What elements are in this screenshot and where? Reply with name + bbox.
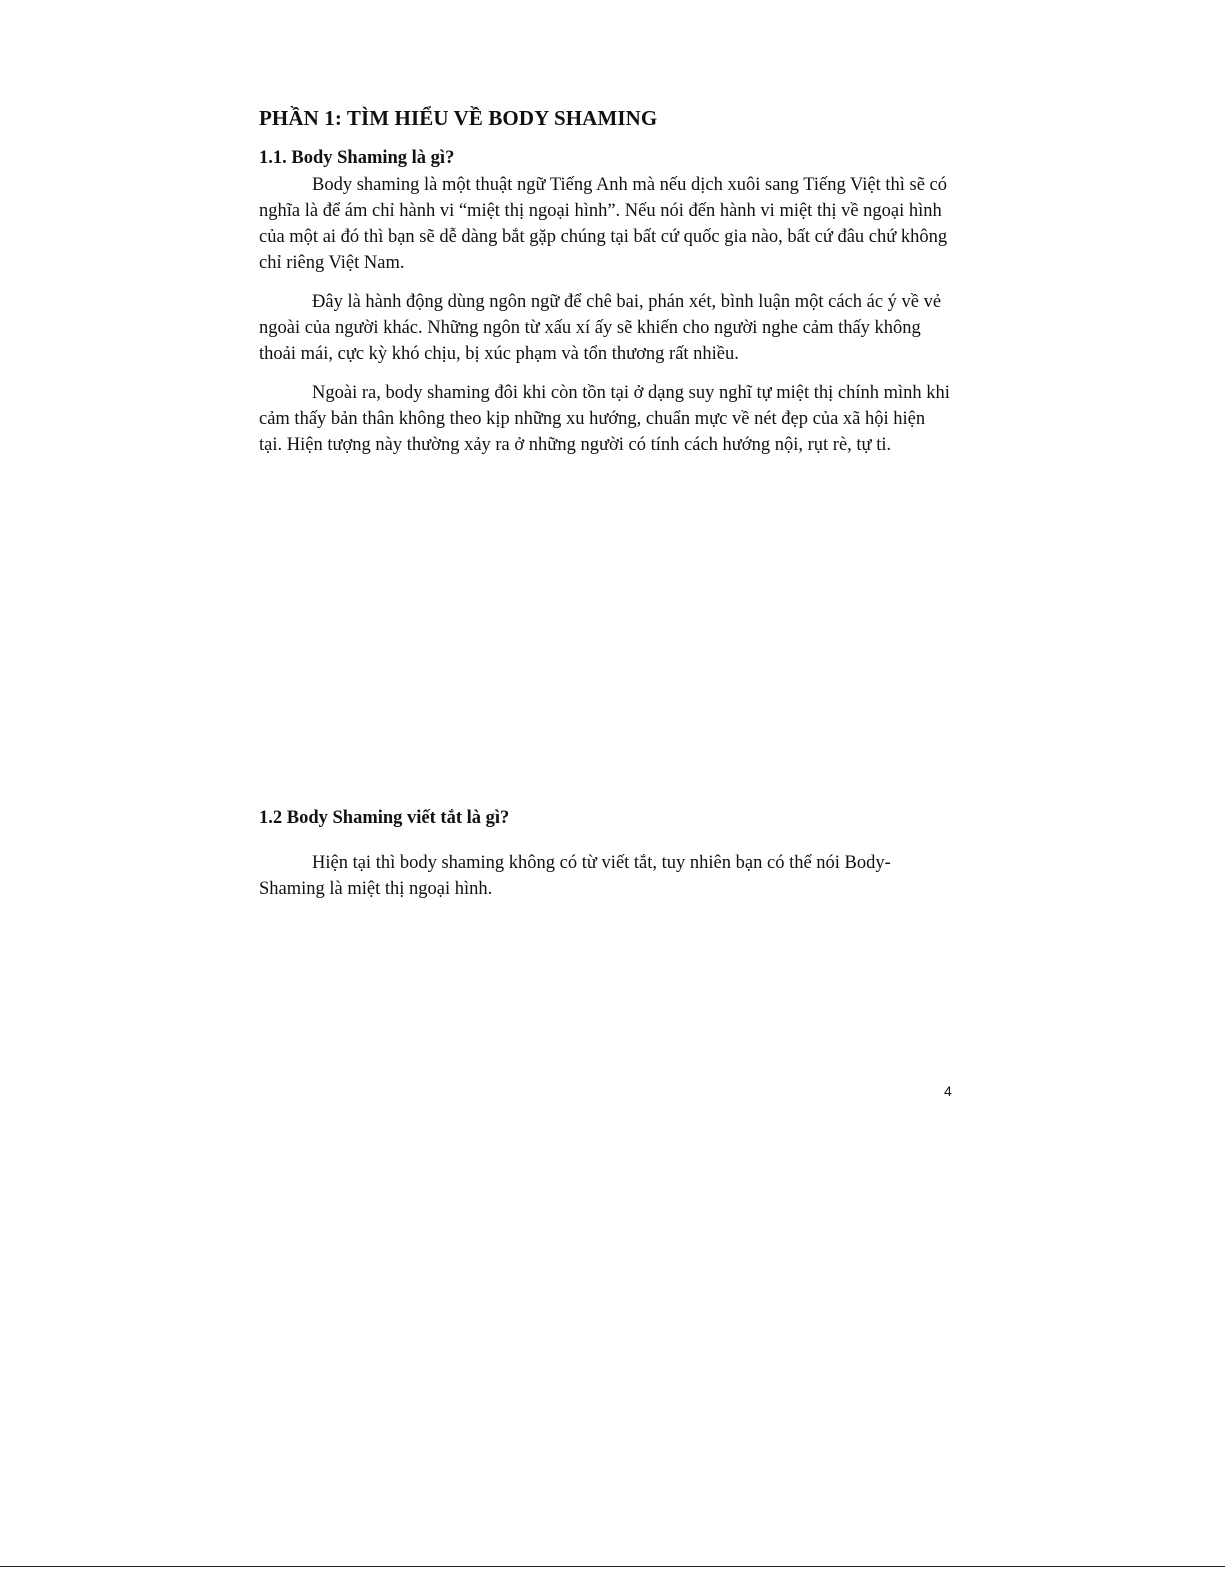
section-heading-1-2: 1.2 Body Shaming viết tắt là gì? bbox=[259, 808, 510, 828]
section-1-1-paragraph-2: Đây là hành động dùng ngôn ngữ để chê bai, phán xét, bình luận một cách ác ý về vẻ ngoài của người khác. Những ngôn từ xấu xí ấy sẽ khiến cho người nghe cảm thấy không thoải mái, cực kỳ khó chịu, bị xúc phạm và tổn thương rất nhiều. bbox=[259, 292, 942, 364]
section-heading-1-1: 1.1. Body Shaming là gì? bbox=[259, 148, 455, 168]
section-1-2-paragraph-1: Hiện tại thì body shaming không có từ viết tắt, tuy nhiên bạn có thể nói Body-Shaming là miệt thị ngoại hình. bbox=[259, 853, 891, 899]
page-bottom-divider bbox=[0, 1566, 1225, 1567]
page-number: 4 bbox=[944, 1083, 952, 1099]
part-title: PHẦN 1: TÌM HIỂU VỀ BODY SHAMING bbox=[259, 106, 658, 130]
section-1-1-paragraph-1: Body shaming là một thuật ngữ Tiếng Anh mà nếu dịch xuôi sang Tiếng Việt thì sẽ có nghĩa là để ám chỉ hành vi “miệt thị ngoại hình”. Nếu nói đến hành vi miệt thị về ngoại hình của một ai đó thì bạn sẽ dễ dàng bắt gặp chúng tại bất cứ quốc gia nào, bất cứ đâu chứ không chỉ riêng Việt Nam. bbox=[259, 175, 948, 273]
section-1-1-paragraph-3: Ngoài ra, body shaming đôi khi còn tồn tại ở dạng suy nghĩ tự miệt thị chính mình khi cảm thấy bản thân không theo kịp những xu hướng, chuẩn mực về nét đẹp của xã hội hiện tại. Hiện tượng này thường xảy ra ở những người có tính cách hướng nội, rụt rè, tự ti. bbox=[259, 383, 950, 455]
